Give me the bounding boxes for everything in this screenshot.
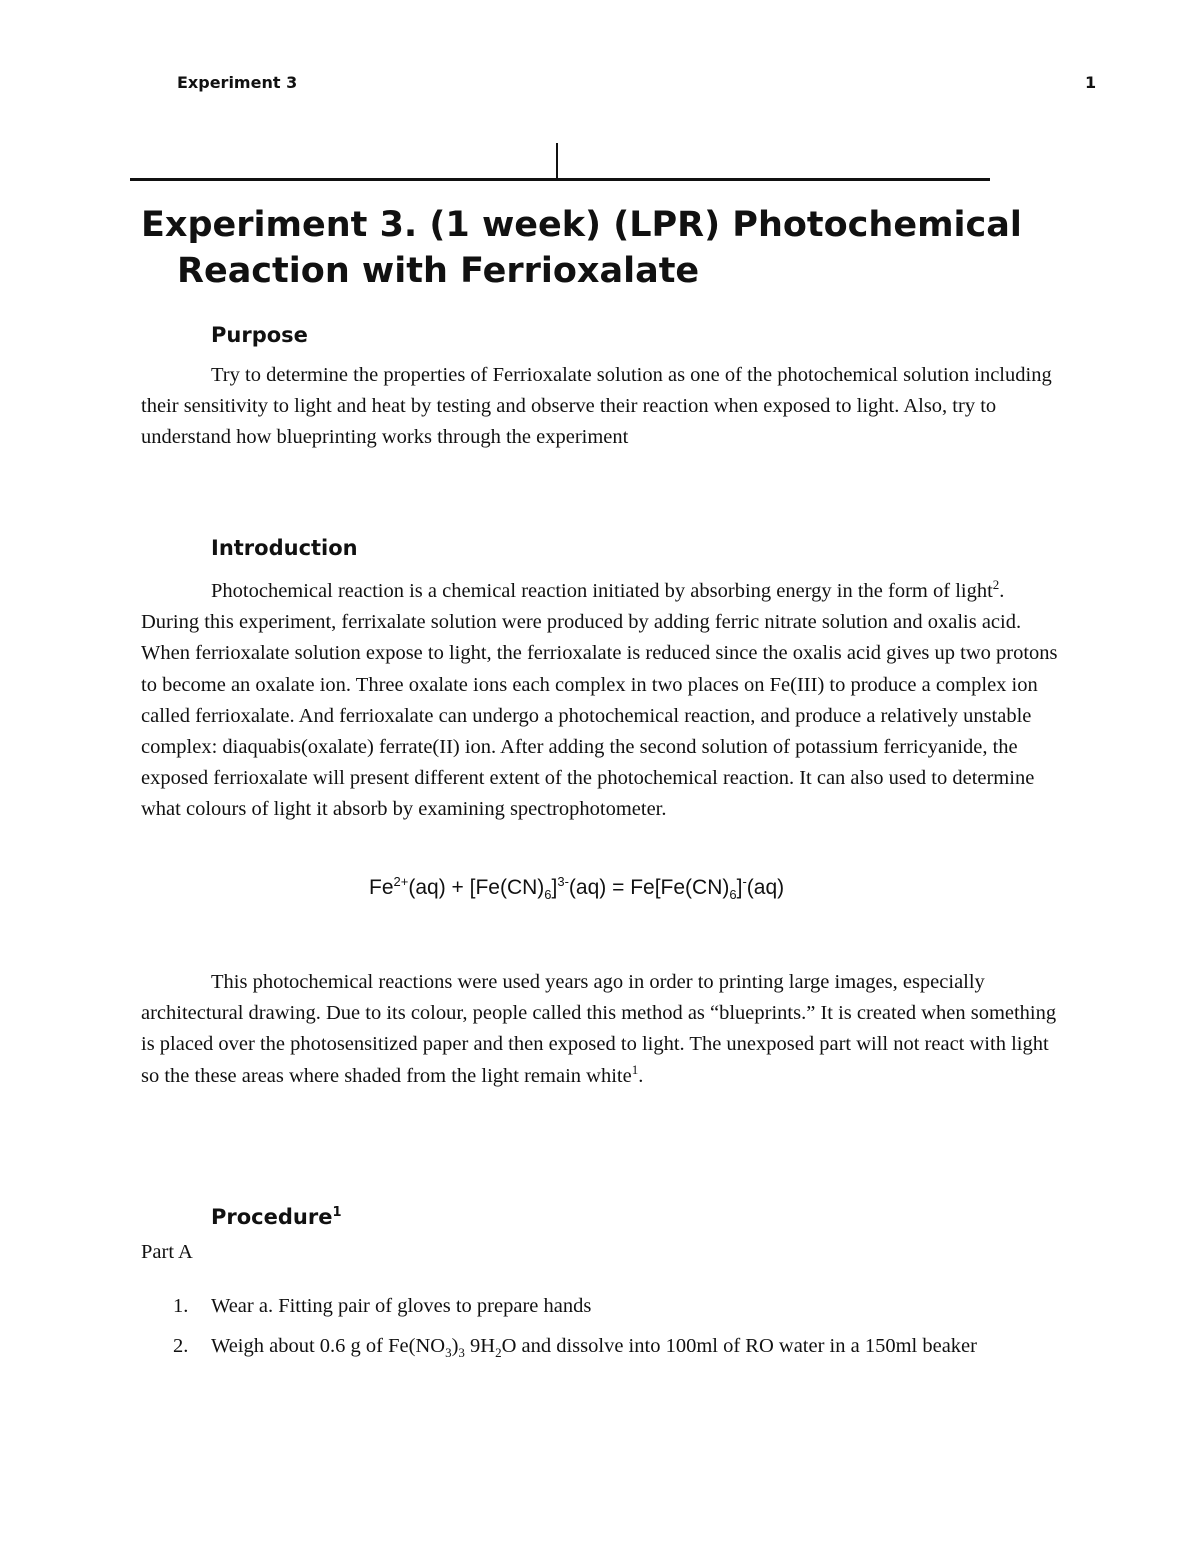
header-divider-tick <box>556 143 558 180</box>
intro-p2-text: This photochemical reactions were used years ago in order to printing large images, especially architectural drawing. Due to its colour, people called this method as “blueprints.” It is created when something is placed over the photosensitized paper and then exposed to light. The unexposed part will not react with light so the these areas where shaded from the light remain white <box>141 971 1057 1087</box>
procedure-step-2 <box>173 1331 1053 1361</box>
subscript: 2 <box>495 1345 502 1361</box>
step-text-part: ) <box>451 1335 459 1357</box>
running-header-title: Experiment 3 <box>177 73 298 92</box>
procedure-heading <box>211 1205 342 1229</box>
subscript: 3 <box>458 1345 465 1361</box>
page-number: 1 <box>1085 73 1097 92</box>
step-text <box>173 1331 1053 1361</box>
eq-subscript: 6 <box>729 887 737 903</box>
step-text-part: 9H <box>464 1335 496 1357</box>
step-number: 1. <box>173 1295 189 1317</box>
part-a-label: Part A <box>141 1241 193 1263</box>
intro-p2-end: . <box>638 1064 644 1087</box>
purpose-text: Try to determine the properties of Ferrioxalate solution as one of the photochemical solution including their sensitivity to light and heat by testing and observe their reaction when exposed to light. Also, try to understand how blueprinting works through the experiment <box>141 364 1052 449</box>
step-text: Wear a. Fitting pair of gloves to prepare hands <box>211 1295 592 1317</box>
header-rule <box>130 178 990 181</box>
intro-p1-text-cont: . During this experiment, ferrixalate solution were produced by adding ferric nitrate solution and oxalis acid. When ferrioxalate solution expose to light, the ferrioxalate is reduced since the oxalis acid gives up two protons to become an oxalate ion. Three oxalate ions each complex in two places on Fe(III) to produce a complex ion called ferrioxalate. And ferrioxalate can undergo a photochemical reaction, and produce a relatively unstable complex: diaquabis(oxalate) ferrate(II) ion. After adding the second solution of potassium ferricyanide, the exposed ferrioxalate will present different extent of the photochemical reaction. It can also used to determine what colours of light it absorb by examining spectrophotometer. <box>141 580 1058 821</box>
eq-charge: 2+ <box>393 874 409 889</box>
purpose-heading: Purpose <box>211 323 308 347</box>
procedure-citation: 1 <box>332 1205 342 1220</box>
title-line-2: Reaction with Ferrioxalate <box>177 251 700 291</box>
citation-1: 1 <box>631 1061 639 1077</box>
step-text-part: O and dissolve into 100ml of RO water in a 150ml beaker <box>501 1335 977 1357</box>
eq-part: (aq) + [Fe(CN) <box>408 876 545 899</box>
introduction-paragraph-2 <box>141 967 1061 1092</box>
subscript: 3 <box>445 1345 452 1361</box>
procedure-heading-text: Procedure <box>211 1205 333 1229</box>
eq-charge: 3- <box>557 874 569 889</box>
purpose-paragraph <box>141 360 1061 454</box>
eq-part: Fe <box>369 876 394 899</box>
introduction-heading: Introduction <box>211 536 358 560</box>
eq-part: (aq) = Fe[Fe(CN) <box>568 876 730 899</box>
citation-2: 2 <box>992 577 1000 593</box>
chemical-equation <box>369 874 785 903</box>
title-line-1: Experiment 3. (1 week) (LPR) Photochemical <box>141 205 1022 245</box>
eq-subscript: 6 <box>544 887 552 903</box>
procedure-step-1 <box>173 1291 1053 1321</box>
eq-charge: - <box>742 874 747 889</box>
step-number: 2. <box>173 1335 189 1357</box>
eq-part: (aq) <box>746 876 785 899</box>
document-title <box>141 202 1081 294</box>
step-text-part: Weigh about 0.6 g of Fe(NO <box>211 1335 446 1357</box>
eq-part: ] <box>736 876 743 899</box>
intro-p1-text: Photochemical reaction is a chemical reaction initiated by absorbing energy in the form of light <box>211 580 993 602</box>
introduction-paragraph-1 <box>141 576 1061 826</box>
eq-part: ] <box>551 876 558 899</box>
